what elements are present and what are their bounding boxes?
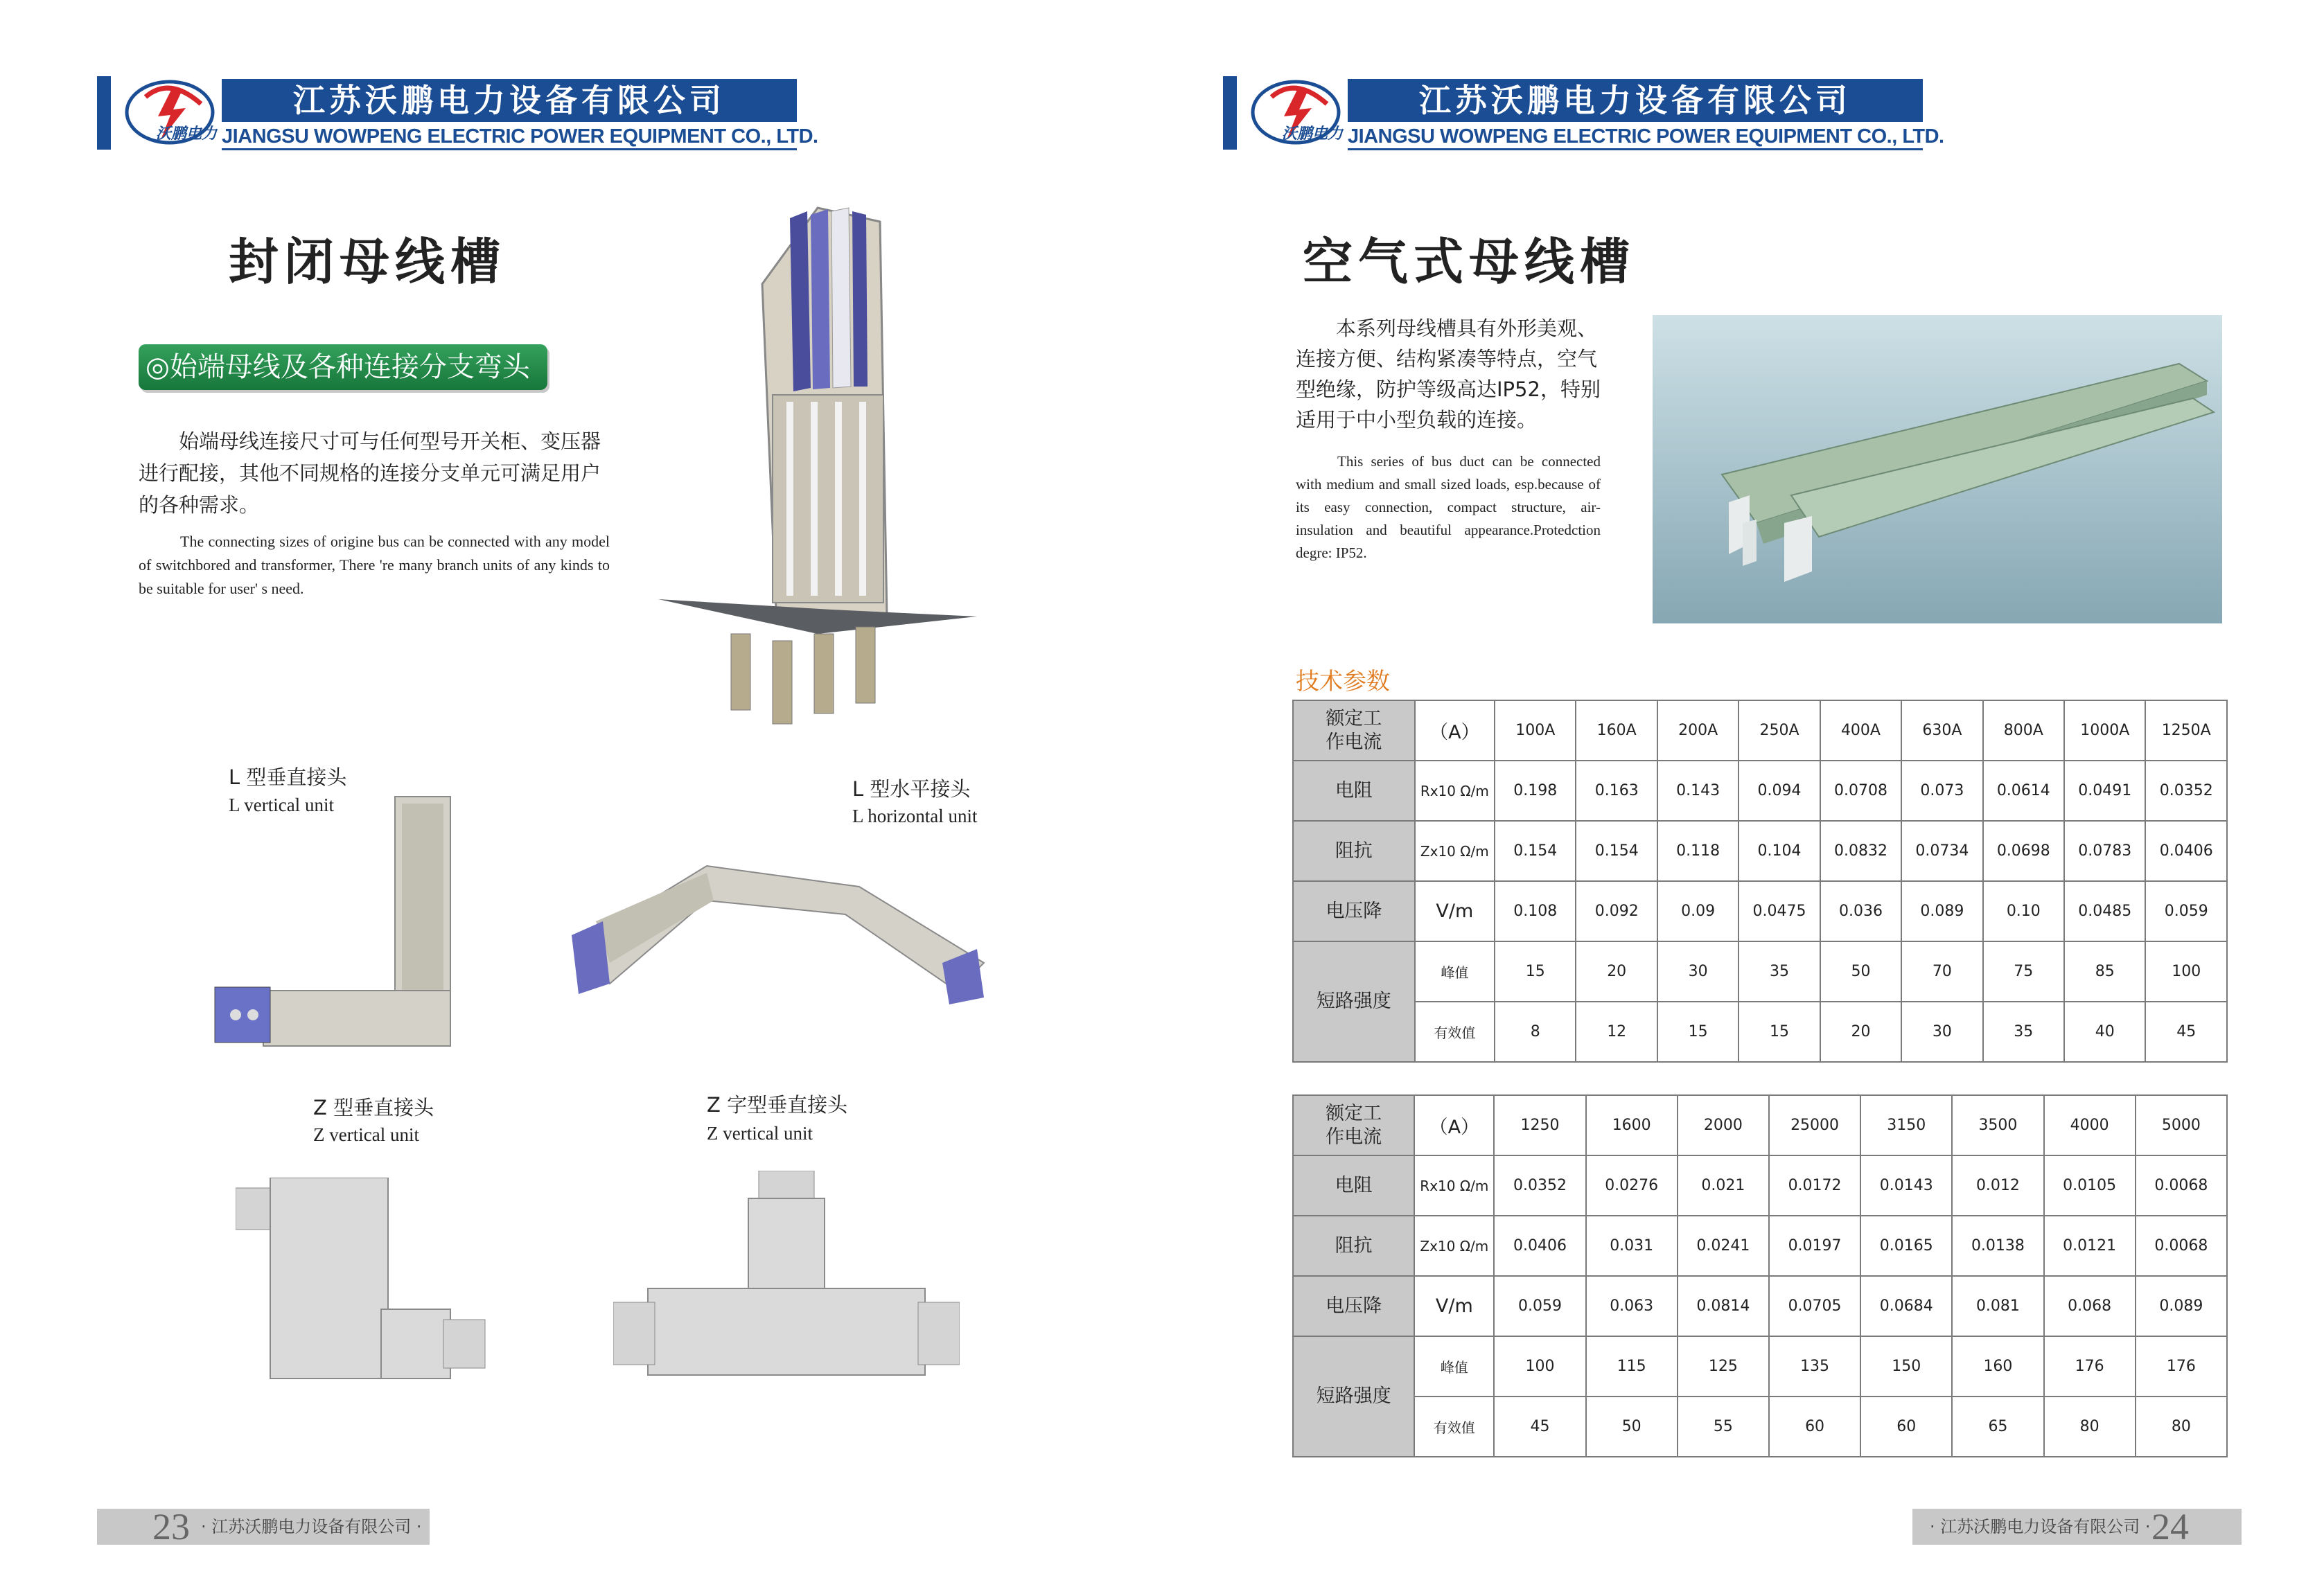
table-cell: 115 — [1586, 1336, 1678, 1397]
page-title: 空气式母线槽 — [1303, 233, 1636, 291]
intro-paragraph-cn: 本系列母线槽具有外形美观、连接方便、结构紧凑等特点，空气型绝缘，防护等级高达IP52，特别适用于中小型负载的连接。 — [1296, 317, 1601, 432]
table-row — [1293, 1155, 2227, 1216]
intro-paragraph-en: This series of bus duct can be connected with medium and small sized loads, esp.because of its easy connection, compact structure, air-insulation and beautiful appearance.Protedction degre: IP52. — [1296, 453, 1601, 561]
z-vertical-unit-label-cn: Z 型垂直接头 — [313, 1096, 434, 1119]
table-cell: 250A — [1738, 700, 1820, 761]
table-cell: 45 — [1494, 1397, 1585, 1457]
table-cell: 20 — [1820, 1002, 1901, 1062]
l-horizontal-unit-image — [568, 824, 998, 1004]
table-cell: 0.0734 — [1901, 821, 1982, 881]
table-cell: 70 — [1901, 941, 1982, 1002]
table-cell: 0.073 — [1901, 761, 1982, 821]
footer-company: · 江苏沃鹏电力设备有限公司 · — [201, 1517, 422, 1536]
table-cell: 15 — [1738, 1002, 1820, 1062]
table-cell: 160 — [1952, 1336, 2043, 1397]
table-row — [1293, 1397, 2227, 1457]
table-cell: 85 — [2064, 941, 2145, 1002]
table-cell: 0.0143 — [1860, 1155, 1952, 1216]
table-cell: 0.0068 — [2136, 1216, 2227, 1276]
table-cell: 65 — [1952, 1397, 2043, 1457]
table-cell: 0.068 — [2044, 1276, 2136, 1336]
reactance-unit: Zx10 Ω/m — [1415, 821, 1495, 881]
voltage-drop-row-label: 电压降 — [1293, 881, 1415, 941]
short-circuit-row-label: 短路强度 — [1293, 1336, 1414, 1457]
left-header — [97, 76, 818, 150]
table-row — [1293, 1216, 2227, 1276]
table-cell: 50 — [1820, 941, 1901, 1002]
table-cell: 100 — [1494, 1336, 1585, 1397]
company-name-en: JIANGSU WOWPENG ELECTRIC POWER EQUIPMENT CO., LTD. — [1348, 125, 1923, 150]
table-cell: 30 — [1657, 941, 1738, 1002]
table-cell: 15 — [1657, 1002, 1738, 1062]
table-cell: 630A — [1901, 700, 1982, 761]
table-cell: 55 — [1678, 1397, 1769, 1457]
table-cell: 0.163 — [1576, 761, 1657, 821]
table-row — [1293, 941, 2227, 1002]
table-row — [1293, 1095, 2227, 1155]
current-unit: （A） — [1415, 700, 1495, 761]
l-horizontal-unit-label-en: L horizontal unit — [852, 806, 978, 826]
table-cell: 0.0197 — [1769, 1216, 1860, 1276]
current-unit: （A） — [1414, 1095, 1494, 1155]
intro-paragraph-en: The connecting sizes of origine bus can be connected with any model of switchbored and transformer, There 're many branch units of any kinds to be suitable for user' s need. — [139, 533, 610, 597]
z-vertical-unit-label-en: Z vertical unit — [313, 1124, 419, 1145]
table-cell: 400A — [1820, 700, 1901, 761]
right-header — [1223, 76, 1944, 150]
table-cell: 80 — [2136, 1397, 2227, 1457]
table-cell: 35 — [1738, 941, 1820, 1002]
table-row — [1293, 881, 2227, 941]
table-cell: 0.0491 — [2064, 761, 2145, 821]
table-cell: 0.104 — [1738, 821, 1820, 881]
table-cell: 8 — [1495, 1002, 1576, 1062]
peak-unit: 峰值 — [1414, 1336, 1494, 1397]
table-cell: 200A — [1657, 700, 1738, 761]
table-cell: 0.118 — [1657, 821, 1738, 881]
reactance-row-label: 阻抗 — [1293, 1216, 1414, 1276]
table-cell: 15 — [1495, 941, 1576, 1002]
table-cell: 0.0172 — [1769, 1155, 1860, 1216]
table-cell: 0.063 — [1586, 1276, 1678, 1336]
table-cell: 1600 — [1586, 1095, 1678, 1155]
table-cell: 0.0138 — [1952, 1216, 2043, 1276]
page-title: 封闭母线槽 — [229, 233, 507, 291]
table-cell: 0.0068 — [2136, 1155, 2227, 1216]
right-footer — [1912, 1506, 2242, 1548]
table-cell: 0.0276 — [1586, 1155, 1678, 1216]
z-shape-unit-label-cn: Z 字型垂直接头 — [707, 1093, 848, 1117]
table-cell: 100 — [2145, 941, 2227, 1002]
l-horizontal-unit-label-cn: L 型水平接头 — [852, 777, 971, 801]
table-cell: 0.0485 — [2064, 881, 2145, 941]
table-cell: 0.0406 — [1494, 1216, 1585, 1276]
table-cell: 0.0705 — [1769, 1276, 1860, 1336]
table-cell: 100A — [1495, 700, 1576, 761]
table-cell: 60 — [1769, 1397, 1860, 1457]
l-vertical-unit-label-en: L vertical unit — [229, 795, 334, 815]
reactance-row-label: 阻抗 — [1293, 821, 1415, 881]
table-cell: 0.092 — [1576, 881, 1657, 941]
table-cell: 0.0475 — [1738, 881, 1820, 941]
logo-text: 沃鹏电力 — [1282, 125, 1344, 143]
table-cell: 1250 — [1494, 1095, 1585, 1155]
table-cell: 0.089 — [1901, 881, 1982, 941]
resistance-row-label: 电阻 — [1293, 1155, 1414, 1216]
rms-unit: 有效值 — [1415, 1002, 1495, 1062]
table-cell: 0.198 — [1495, 761, 1576, 821]
peak-unit: 峰值 — [1415, 941, 1495, 1002]
table-cell: 0.0708 — [1820, 761, 1901, 821]
l-vertical-unit-label-cn: L 型垂直接头 — [229, 765, 347, 789]
table-cell: 50 — [1586, 1397, 1678, 1457]
technical-params-title: 技术参数 — [1296, 668, 1390, 695]
table-cell: 0.108 — [1495, 881, 1576, 941]
table-cell: 12 — [1576, 1002, 1657, 1062]
voltage-drop-row-label: 电压降 — [1293, 1276, 1414, 1336]
table-cell: 0.059 — [1494, 1276, 1585, 1336]
company-name-cn: 江苏沃鹏电力设备有限公司 — [1348, 79, 1923, 122]
voltage-drop-unit: V/m — [1415, 881, 1495, 941]
table-cell: 0.094 — [1738, 761, 1820, 821]
table-row — [1293, 1336, 2227, 1397]
table-row — [1293, 761, 2227, 821]
table-cell: 0.0406 — [2145, 821, 2227, 881]
header-accent-bar — [97, 76, 111, 150]
table-cell: 0.154 — [1495, 821, 1576, 881]
table-row — [1293, 700, 2227, 761]
reactance-unit: Zx10 Ω/m — [1414, 1216, 1494, 1276]
spec-table-2 — [1292, 1094, 2228, 1457]
table-cell: 0.0684 — [1860, 1276, 1952, 1336]
table-cell: 0.0614 — [1983, 761, 2064, 821]
table-row — [1293, 1276, 2227, 1336]
table-cell: 0.089 — [2136, 1276, 2227, 1336]
company-name-cn: 江苏沃鹏电力设备有限公司 — [222, 79, 797, 122]
z-shape-unit-image — [613, 1171, 960, 1385]
table-cell: 1000A — [2064, 700, 2145, 761]
table-cell: 75 — [1983, 941, 2064, 1002]
left-footer — [97, 1506, 430, 1548]
table-cell: 0.0832 — [1820, 821, 1901, 881]
table-cell: 0.021 — [1678, 1155, 1769, 1216]
current-row-label: 额定工作电流 — [1293, 700, 1415, 761]
table-cell: 0.0814 — [1678, 1276, 1769, 1336]
table-cell: 0.0352 — [2145, 761, 2227, 821]
short-circuit-row-label: 短路强度 — [1293, 941, 1415, 1062]
footer-company: · 江苏沃鹏电力设备有限公司 · — [1930, 1517, 2151, 1536]
table-cell: 3500 — [1952, 1095, 2043, 1155]
air-bus-duct-image — [1653, 315, 2222, 623]
table-cell: 4000 — [2044, 1095, 2136, 1155]
table-cell: 80 — [2044, 1397, 2136, 1457]
table-row — [1293, 821, 2227, 881]
table-cell: 0.0241 — [1678, 1216, 1769, 1276]
voltage-drop-unit: V/m — [1414, 1276, 1494, 1336]
table-cell: 45 — [2145, 1002, 2227, 1062]
logo-text: 沃鹏电力 — [156, 125, 218, 143]
section-label: ◎始端母线及各种连接分支弯头 — [139, 344, 547, 390]
table-cell: 20 — [1576, 941, 1657, 1002]
resistance-row-label: 电阻 — [1293, 761, 1415, 821]
resistance-unit: Rx10 Ω/m — [1415, 761, 1495, 821]
table-cell: 160A — [1576, 700, 1657, 761]
table-cell: 176 — [2136, 1336, 2227, 1397]
table-cell: 0.0165 — [1860, 1216, 1952, 1276]
rms-unit: 有效值 — [1414, 1397, 1494, 1457]
table-cell: 25000 — [1769, 1095, 1860, 1155]
intro-paragraph-cn: 始端母线连接尺寸可与任何型号开关柜、变压器进行配接，其他不同规格的连接分支单元可满足用户的各种需求。 — [139, 429, 601, 517]
resistance-unit: Rx10 Ω/m — [1414, 1155, 1494, 1216]
table-cell: 0.0105 — [2044, 1155, 2136, 1216]
spec-table-1 — [1292, 700, 2228, 1063]
header-accent-bar — [1223, 76, 1237, 150]
page-number: 23 — [152, 1506, 190, 1548]
table-cell: 0.0698 — [1983, 821, 2064, 881]
table-cell: 0.012 — [1952, 1155, 2043, 1216]
table-cell: 0.081 — [1952, 1276, 2043, 1336]
table-cell: 1250A — [2145, 700, 2227, 761]
z-vertical-unit-image — [236, 1178, 492, 1385]
table-cell: 0.10 — [1983, 881, 2064, 941]
table-cell: 0.09 — [1657, 881, 1738, 941]
table-cell: 5000 — [2136, 1095, 2227, 1155]
page-number: 24 — [2151, 1506, 2189, 1548]
l-vertical-unit-image — [208, 790, 464, 1053]
table-cell: 150 — [1860, 1336, 1952, 1397]
table-cell: 2000 — [1678, 1095, 1769, 1155]
company-name-en: JIANGSU WOWPENG ELECTRIC POWER EQUIPMENT CO., LTD. — [222, 125, 797, 150]
table-cell: 0.0352 — [1494, 1155, 1585, 1216]
table-cell: 60 — [1860, 1397, 1952, 1457]
table-cell: 0.154 — [1576, 821, 1657, 881]
table-cell: 0.143 — [1657, 761, 1738, 821]
table-cell: 35 — [1983, 1002, 2064, 1062]
z-shape-unit-label-en: Z vertical unit — [707, 1123, 813, 1144]
table-row — [1293, 1002, 2227, 1062]
table-cell: 0.059 — [2145, 881, 2227, 941]
current-row-label: 额定工作电流 — [1293, 1095, 1414, 1155]
table-cell: 0.031 — [1586, 1216, 1678, 1276]
table-cell: 800A — [1983, 700, 2064, 761]
table-cell: 0.0783 — [2064, 821, 2145, 881]
table-cell: 30 — [1901, 1002, 1982, 1062]
table-cell: 0.0121 — [2044, 1216, 2136, 1276]
table-cell: 135 — [1769, 1336, 1860, 1397]
table-cell: 125 — [1678, 1336, 1769, 1397]
table-cell: 176 — [2044, 1336, 2136, 1397]
table-cell: 0.036 — [1820, 881, 1901, 941]
starting-bus-image — [658, 201, 984, 727]
table-cell: 40 — [2064, 1002, 2145, 1062]
table-cell: 3150 — [1860, 1095, 1952, 1155]
